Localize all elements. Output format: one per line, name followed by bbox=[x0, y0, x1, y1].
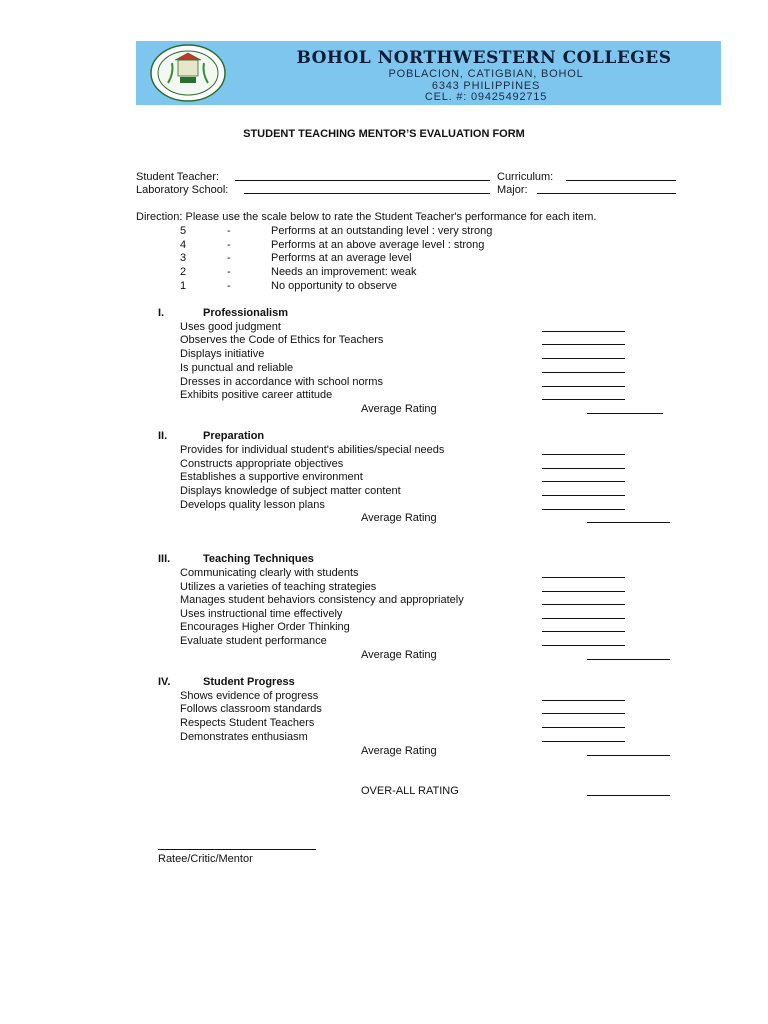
item-label: Displays knowledge of subject matter content bbox=[180, 485, 401, 497]
school-seal-logo bbox=[148, 43, 228, 103]
scale-dash: - bbox=[227, 252, 231, 264]
address-line-2: 6343 PHILIPPINES bbox=[431, 80, 541, 92]
rating-blank[interactable] bbox=[542, 631, 625, 632]
rating-blank[interactable] bbox=[542, 481, 625, 482]
laboratory-school-label: Laboratory School: bbox=[136, 184, 229, 196]
item-label: Evaluate student performance bbox=[180, 635, 327, 647]
rating-blank[interactable] bbox=[542, 618, 625, 619]
section-title-teaching-techniques: Teaching Techniques bbox=[203, 553, 314, 565]
rating-blank[interactable] bbox=[542, 577, 625, 578]
scale-text: No opportunity to observe bbox=[271, 280, 397, 292]
scale-value: 3 bbox=[180, 252, 187, 264]
item-label: Communicating clearly with students bbox=[180, 567, 359, 579]
average-rating-blank[interactable] bbox=[587, 413, 663, 414]
section-numeral: II. bbox=[158, 430, 168, 442]
item-label: Exhibits positive career attitude bbox=[180, 389, 333, 401]
rating-blank[interactable] bbox=[542, 713, 625, 714]
average-rating-blank[interactable] bbox=[587, 755, 670, 756]
item-label: Encourages Higher Order Thinking bbox=[180, 621, 350, 633]
scale-value: 4 bbox=[180, 239, 187, 251]
scale-text: Performs at an above average level : strong bbox=[271, 239, 485, 251]
scale-dash: - bbox=[227, 239, 231, 251]
school-name: BOHOL NORTHWESTERN COLLEGES bbox=[296, 48, 672, 68]
item-label: Uses instructional time effectively bbox=[180, 608, 343, 620]
rating-blank[interactable] bbox=[542, 468, 625, 469]
item-label: Uses good judgment bbox=[180, 321, 281, 333]
item-label: Constructs appropriate objectives bbox=[180, 458, 344, 470]
item-label: Is punctual and reliable bbox=[180, 362, 294, 374]
item-label: Respects Student Teachers bbox=[180, 717, 315, 729]
item-label: Utilizes a varieties of teaching strategies bbox=[180, 581, 377, 593]
average-rating-label: Average Rating bbox=[361, 403, 437, 415]
section-numeral: IV. bbox=[158, 676, 171, 688]
direction-text: Direction: Please use the scale below to rate the Student Teacher's performance for each item. bbox=[136, 211, 597, 223]
student-teacher-label: Student Teacher: bbox=[136, 171, 219, 183]
item-label: Provides for individual student's abilities/special needs bbox=[180, 444, 445, 456]
scale-value: 2 bbox=[180, 266, 187, 278]
scale-text: Performs at an outstanding level : very strong bbox=[271, 225, 493, 237]
signature-line[interactable] bbox=[158, 849, 316, 850]
overall-rating-label: OVER-ALL RATING bbox=[361, 785, 459, 797]
rating-blank[interactable] bbox=[542, 495, 625, 496]
section-title-student-progress: Student Progress bbox=[203, 676, 295, 688]
signature-label: Ratee/Critic/Mentor bbox=[158, 853, 253, 865]
rating-blank[interactable] bbox=[542, 509, 625, 510]
item-label: Manages student behaviors consistency and appropriately bbox=[180, 594, 464, 606]
rating-blank[interactable] bbox=[542, 741, 625, 742]
rating-blank[interactable] bbox=[542, 645, 625, 646]
rating-blank[interactable] bbox=[542, 372, 625, 373]
rating-blank[interactable] bbox=[542, 727, 625, 728]
item-label: Establishes a supportive environment bbox=[180, 471, 363, 483]
item-label: Develops quality lesson plans bbox=[180, 499, 325, 511]
rating-blank[interactable] bbox=[542, 399, 625, 400]
rating-blank[interactable] bbox=[542, 604, 625, 605]
scale-text: Performs at an average level bbox=[271, 252, 412, 264]
address-line-1: POBLACION, CATIGBIAN, BOHOL bbox=[388, 68, 584, 80]
item-label: Follows classroom standards bbox=[180, 703, 322, 715]
rating-blank[interactable] bbox=[542, 344, 625, 345]
average-rating-label: Average Rating bbox=[361, 512, 437, 524]
curriculum-label: Curriculum: bbox=[497, 171, 554, 183]
average-rating-label: Average Rating bbox=[361, 745, 437, 757]
item-label: Displays initiative bbox=[180, 348, 265, 360]
scale-dash: - bbox=[227, 280, 231, 292]
rating-blank[interactable] bbox=[542, 700, 625, 701]
form-title: STUDENT TEACHING MENTOR’S EVALUATION FORM bbox=[243, 128, 525, 140]
average-rating-label: Average Rating bbox=[361, 649, 437, 661]
laboratory-school-blank[interactable] bbox=[244, 193, 490, 194]
curriculum-blank[interactable] bbox=[566, 180, 676, 181]
item-label: Observes the Code of Ethics for Teachers bbox=[180, 334, 384, 346]
student-teacher-blank[interactable] bbox=[235, 180, 490, 181]
section-numeral: III. bbox=[158, 553, 171, 565]
rating-blank[interactable] bbox=[542, 358, 625, 359]
major-label: Major: bbox=[497, 184, 528, 196]
rating-blank[interactable] bbox=[542, 386, 625, 387]
scale-dash: - bbox=[227, 225, 231, 237]
overall-rating-blank[interactable] bbox=[587, 795, 670, 796]
section-title-preparation: Preparation bbox=[203, 430, 265, 442]
item-label: Shows evidence of progress bbox=[180, 690, 319, 702]
rating-blank[interactable] bbox=[542, 454, 625, 455]
scale-value: 5 bbox=[180, 225, 187, 237]
average-rating-blank[interactable] bbox=[587, 659, 670, 660]
item-label: Demonstrates enthusiasm bbox=[180, 731, 308, 743]
rating-blank[interactable] bbox=[542, 331, 625, 332]
section-title-professionalism: Professionalism bbox=[203, 307, 288, 319]
average-rating-blank[interactable] bbox=[587, 522, 670, 523]
item-label: Dresses in accordance with school norms bbox=[180, 376, 383, 388]
section-numeral: I. bbox=[158, 307, 165, 319]
scale-value: 1 bbox=[180, 280, 187, 292]
address-line-3: CEL. #: 09425492715 bbox=[424, 91, 548, 103]
scale-dash: - bbox=[227, 266, 231, 278]
major-blank[interactable] bbox=[537, 193, 676, 194]
scale-text: Needs an improvement: weak bbox=[271, 266, 417, 278]
rating-blank[interactable] bbox=[542, 591, 625, 592]
header-banner bbox=[136, 41, 721, 105]
